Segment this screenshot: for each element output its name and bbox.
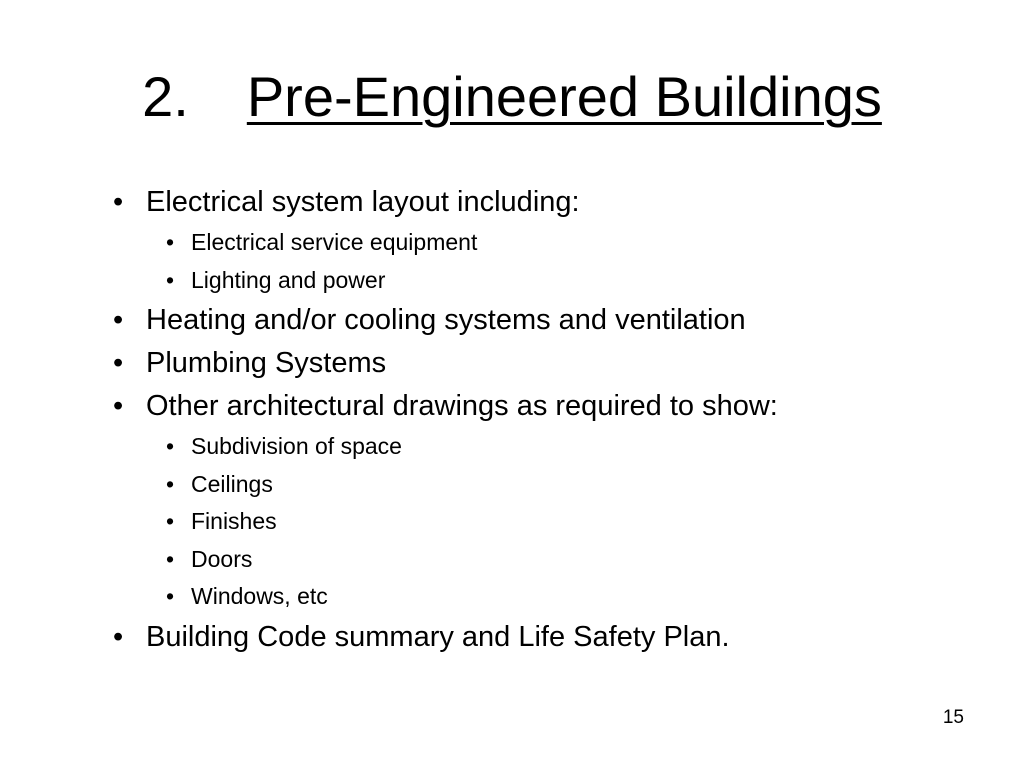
bullet-icon: • bbox=[166, 266, 175, 293]
bullet-text: Doors bbox=[191, 545, 253, 572]
bullet-icon: • bbox=[166, 583, 175, 609]
page-number: 15 bbox=[942, 707, 964, 728]
bullet-icon: • bbox=[166, 433, 175, 459]
bullet-text: Lighting and power bbox=[191, 266, 386, 293]
bullet-text: Other architectural drawings as required to show: bbox=[146, 390, 778, 422]
bullet-list bbox=[110, 181, 990, 659]
bullet-icon: • bbox=[166, 470, 175, 497]
sub-bullet-item bbox=[110, 578, 990, 616]
sub-bullet-item bbox=[110, 224, 990, 262]
bullet-icon: • bbox=[113, 620, 124, 653]
bullet-icon: • bbox=[166, 545, 175, 572]
bullet-text: Electrical service equipment bbox=[191, 229, 478, 255]
bullet-icon: • bbox=[166, 229, 175, 255]
bullet-item bbox=[110, 342, 990, 384]
slide-title bbox=[0, 62, 1024, 132]
sub-bullet-item bbox=[110, 541, 990, 579]
bullet-item bbox=[110, 385, 990, 427]
bullet-icon: • bbox=[113, 390, 124, 422]
bullet-text: Finishes bbox=[191, 508, 277, 534]
bullet-item bbox=[110, 299, 990, 341]
sub-bullet-item bbox=[110, 503, 990, 541]
sub-bullet-item bbox=[110, 262, 990, 300]
bullet-text: Windows, etc bbox=[191, 583, 328, 609]
bullet-item bbox=[110, 616, 990, 658]
bullet-icon: • bbox=[113, 186, 124, 218]
title-text: Pre-Engineered Buildings bbox=[246, 65, 882, 128]
bullet-text: Heating and/or cooling systems and ventilation bbox=[146, 304, 746, 336]
sub-bullet-item bbox=[110, 466, 990, 504]
bullet-item bbox=[110, 181, 990, 223]
bullet-text: Ceilings bbox=[191, 470, 273, 497]
bullet-icon: • bbox=[166, 508, 175, 534]
bullet-icon: • bbox=[113, 304, 124, 336]
sub-bullet-item bbox=[110, 428, 990, 466]
bullet-text: Plumbing Systems bbox=[146, 347, 387, 379]
bullet-icon: • bbox=[113, 347, 124, 379]
bullet-text: Building Code summary and Life Safety Plan. bbox=[146, 620, 730, 653]
title-number: 2. bbox=[142, 65, 189, 128]
bullet-text: Electrical system layout including: bbox=[146, 186, 580, 218]
bullet-text: Subdivision of space bbox=[191, 433, 402, 459]
